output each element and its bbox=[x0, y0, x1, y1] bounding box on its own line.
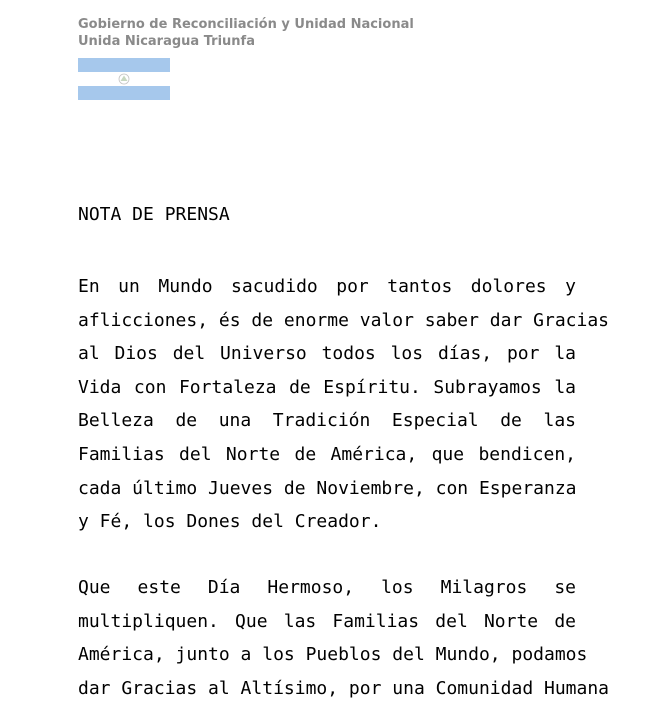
page-title: NOTA DE PRENSA bbox=[78, 204, 230, 225]
government-slogan: Unida Nicaragua Triunfa bbox=[78, 34, 255, 49]
paragraph-line: Belleza de una Tradición Especial de las bbox=[78, 410, 576, 432]
paragraph-line: Que este Día Hermoso, los Milagros se bbox=[78, 577, 576, 598]
paragraph-1 bbox=[78, 270, 610, 539]
paragraph-line: En un Mundo sacudido por tantos dolores y bbox=[78, 276, 576, 297]
paragraph-line: cada último Jueves de Noviembre, con Esperanza bbox=[78, 477, 577, 499]
paragraph-2 bbox=[78, 571, 610, 705]
letterhead bbox=[78, 16, 414, 50]
flag-top-stripe bbox=[78, 58, 170, 72]
paragraph-line: multipliquen. Que las Familias del Norte de bbox=[78, 610, 576, 632]
paragraph-line: América, junto a los Pueblos del Mundo, podamos bbox=[78, 644, 588, 666]
paragraph-line: aflicciones, és de enorme valor saber dar Gracias bbox=[78, 309, 610, 331]
paragraph-line: Familias del Norte de América, que bendicen, bbox=[78, 443, 576, 465]
paragraph-line: Vida con Fortaleza de Espíritu. Subrayamos la bbox=[78, 376, 576, 398]
government-name: Gobierno de Reconciliación y Unidad Nacional bbox=[78, 17, 414, 32]
paragraph-line: al Dios del Universo todos los días, por la bbox=[78, 343, 576, 365]
flag-bottom-stripe bbox=[78, 86, 170, 100]
nicaragua-flag bbox=[78, 58, 170, 100]
paragraph-line: dar Gracias al Altísimo, por una Comunidad Humana bbox=[78, 677, 610, 699]
paragraph-line: y Fé, los Dones del Creador. bbox=[78, 511, 382, 533]
